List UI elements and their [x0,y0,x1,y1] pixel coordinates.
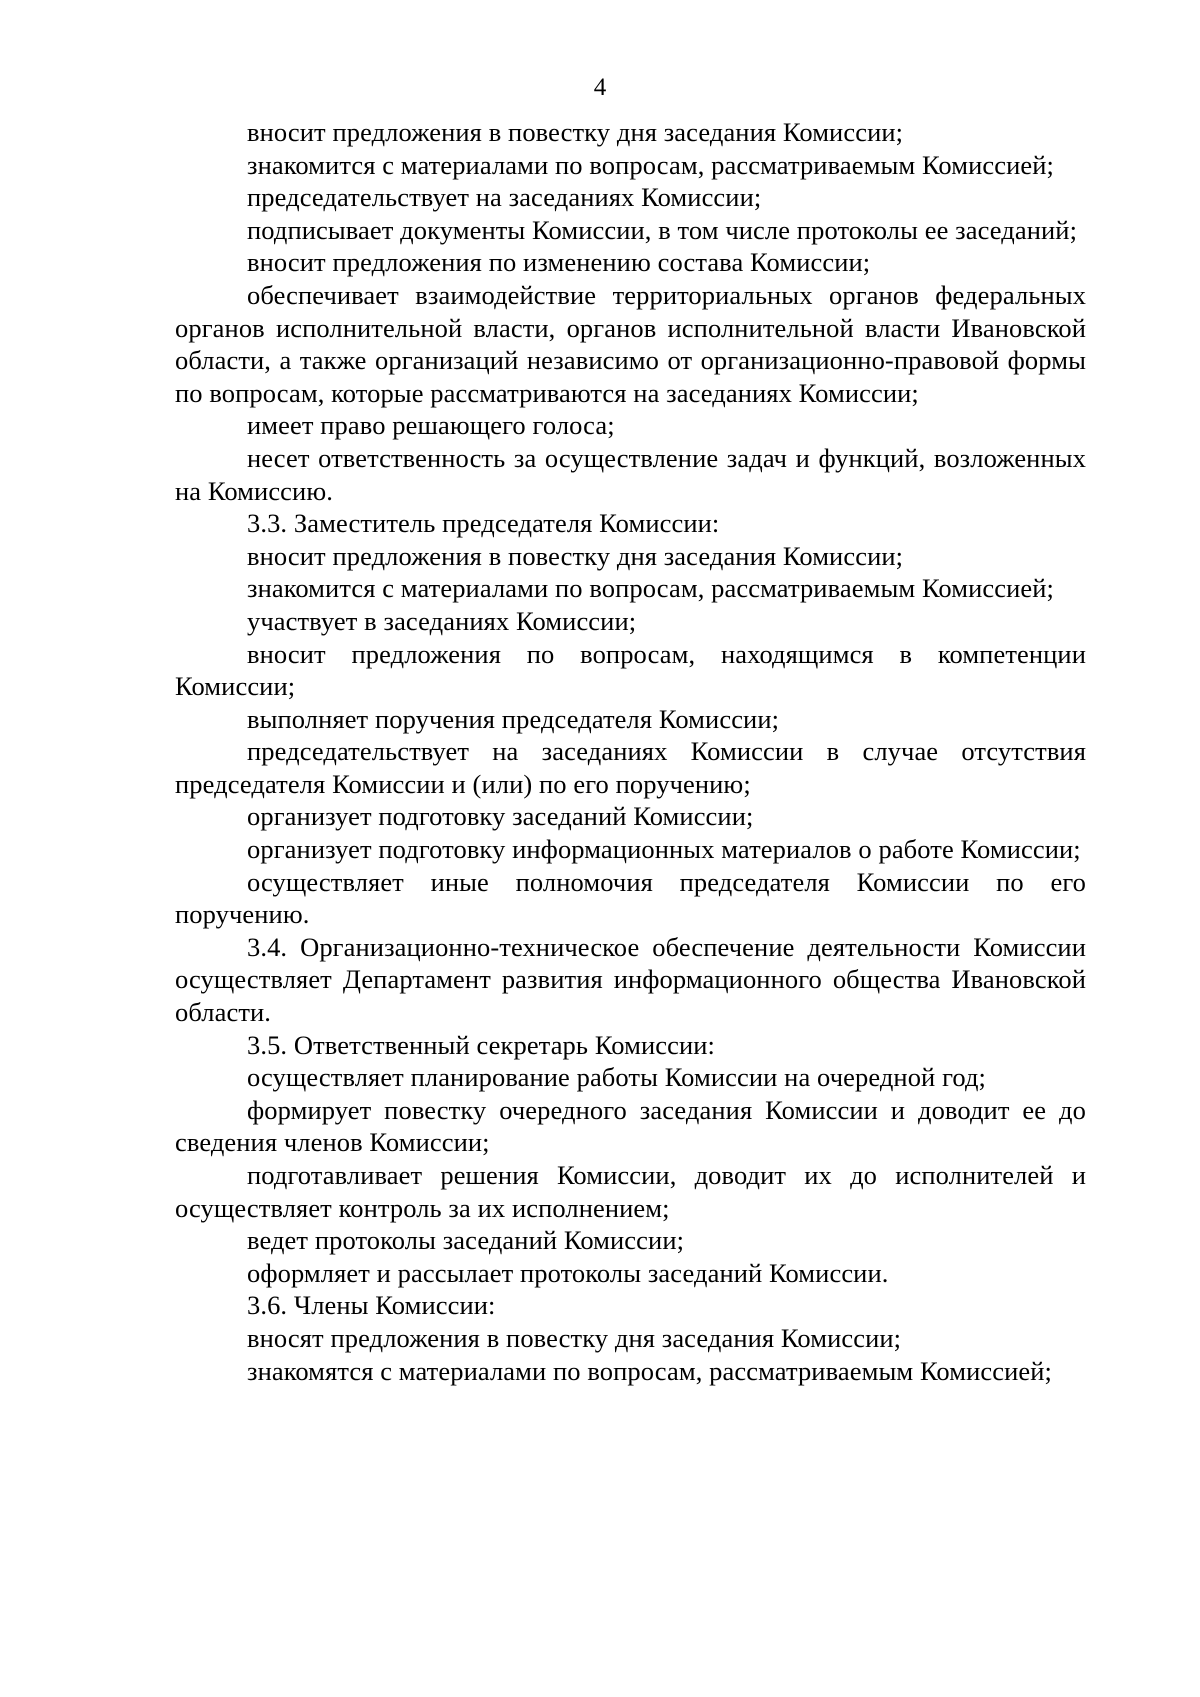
paragraph: оформляет и рассылает протоколы заседаний Комиссии. [247,1257,889,1288]
paragraph: знакомятся с материалами по вопросам, рассматриваемым Комиссией; [247,1355,1053,1386]
paragraph: обеспечивает взаимодействие территориальных органов федеральных органов исполнительной власти, органов исполнительной власти Ивановской области, а также организаций независимо от организационно-правовой формы по вопросам, которые рассматриваются на заседаниях Комиссии; [175,279,1086,408]
paragraph: подготавливает решения Комиссии, доводит их до исполнителей и осуществляет контроль за их исполнением; [175,1160,1086,1223]
paragraph: вносит предложения по вопросам, находящимся в компетенции Комиссии; [175,638,1086,702]
paragraph: знакомится с материалами по вопросам, рассматриваемым Комиссией; [247,149,1055,180]
paragraph: вносит предложения в повестку дня заседания Комиссии; [247,540,904,571]
paragraph: председательствует на заседаниях Комиссии в случае отсутствия председателя Комиссии и (или) по его поручению; [175,736,1086,799]
document-body [175,116,1086,1387]
paragraph: ведет протоколы заседаний Комиссии; [247,1225,685,1256]
paragraph: организует подготовку информационных материалов о работе Комиссии; [247,834,1081,865]
paragraph: вносит предложения по изменению состава Комиссии; [247,247,871,278]
paragraph: председательствует на заседаниях Комиссии; [247,182,762,213]
paragraph: выполняет поручения председателя Комиссии; [247,703,780,734]
page-number: 4 [593,74,607,101]
paragraph: формирует повестку очередного заседания Комиссии и доводит ее до сведения членов Комиссии; [175,1094,1086,1158]
paragraph: организует подготовку заседаний Комиссии; [247,801,754,832]
paragraph: вносят предложения в повестку дня заседания Комиссии; [247,1322,902,1353]
paragraph: знакомится с материалами по вопросам, рассматриваемым Комиссией; [247,573,1055,604]
paragraph: несет ответственность за осуществление задач и функций, возложенных на Комиссию. [175,442,1086,506]
paragraph: осуществляет иные полномочия председателя Комиссии по его поручению. [175,866,1086,930]
section-heading-3-3: 3.3. Заместитель председателя Комиссии: [247,508,720,539]
paragraph: осуществляет планирование работы Комиссии на очередной год; [247,1062,987,1093]
paragraph: вносит предложения в повестку дня заседания Комиссии; [247,117,904,147]
paragraph: подписывает документы Комиссии, в том числе протоколы ее заседаний; [247,214,1078,245]
section-paragraph-3-4: 3.4. Организационно-техническое обеспечение деятельности Комиссии осуществляет Департамент развития информационного общества Ивановской области. [175,931,1086,1028]
paragraph: имеет право решающего голоса; [247,410,615,441]
section-heading-3-5: 3.5. Ответственный секретарь Комиссии: [247,1029,716,1060]
paragraph: участвует в заседаниях Комиссии; [247,605,637,636]
section-heading-3-6: 3.6. Члены Комиссии: [247,1290,496,1321]
